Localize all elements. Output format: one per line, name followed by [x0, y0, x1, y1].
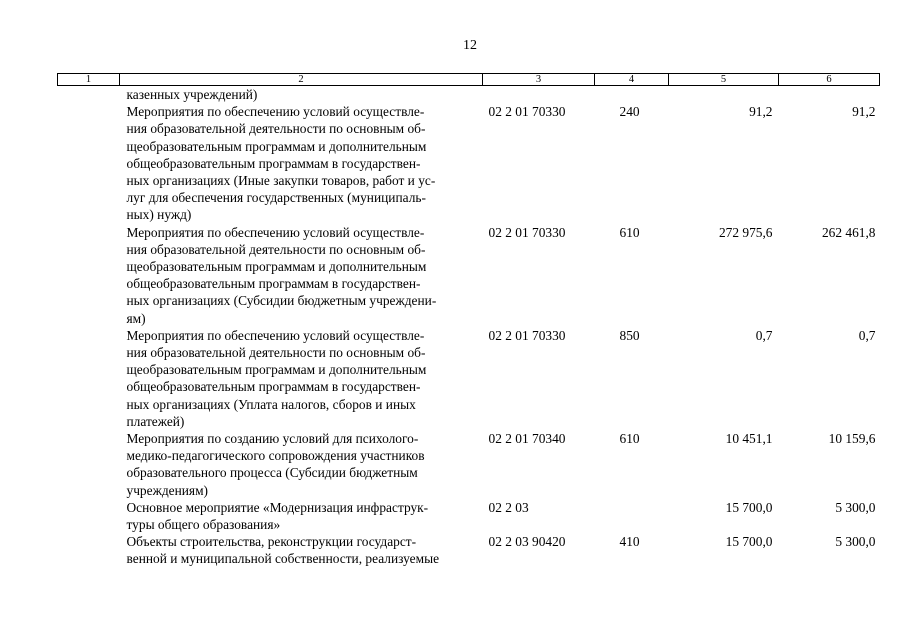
header-col-2: 2	[120, 74, 483, 86]
row-description: Мероприятия по обеспечению условий осуществле- ния образовательной деятельности по основным об- щеобразовательным программам и дополнительным общеобразовательным программам в государствен- ных организациях (Субсидии бюджетным учреждени- ям)	[126, 224, 437, 326]
row-sum-2: 0,7	[858, 327, 876, 343]
row-code: 02 2 03	[488, 499, 529, 515]
header-col-1: 1	[58, 74, 120, 86]
header-col-6: 6	[779, 74, 880, 86]
row-description: Объекты строительства, реконструкции государст- венной и муниципальной собственности, реализуемые	[126, 534, 440, 567]
header-col-3: 3	[483, 74, 595, 86]
row-sum-2: 91,2	[852, 104, 876, 120]
row-sum-2: 5 300,0	[835, 499, 876, 515]
table-row	[58, 499, 880, 533]
row-sum-1: 272 975,6	[718, 224, 773, 240]
page-number: 12	[463, 38, 477, 53]
row-sum-1: 15 700,0	[725, 499, 773, 515]
row-sum-1: 91,2	[749, 104, 773, 120]
header-col-4: 4	[595, 74, 669, 86]
continuation-text: казенных учреждений)	[126, 87, 258, 102]
row-expense-type: 240	[619, 104, 640, 120]
row-code: 02 2 01 70330	[488, 104, 566, 120]
row-expense-type: 850	[619, 327, 640, 343]
table-row	[58, 327, 880, 430]
row-description: Основное мероприятие «Модернизация инфраструк- туры общего образования»	[126, 499, 429, 533]
row-sum-1: 10 451,1	[725, 431, 773, 447]
row-expense-type	[595, 499, 669, 533]
table-row	[58, 430, 880, 499]
continuation-row	[58, 86, 880, 104]
row-sum-1: 0,7	[755, 327, 773, 343]
row-sum-2: 262 461,8	[821, 224, 876, 240]
row-expense-type: 410	[619, 534, 640, 550]
header-row	[58, 74, 880, 86]
header-col-5: 5	[669, 74, 779, 86]
table-row	[58, 533, 880, 567]
row-code: 02 2 03 90420	[488, 534, 566, 550]
row-description: Мероприятия по обеспечению условий осуществле- ния образовательной деятельности по основным об- щеобразовательным программам и дополнительным общеобразовательным программам в государствен- ных организациях (Уплата налогов, сборов и иных платежей)	[126, 327, 427, 429]
row-expense-type: 610	[619, 431, 640, 447]
row-code: 02 2 01 70330	[488, 224, 566, 240]
row-sum-2: 5 300,0	[835, 534, 876, 550]
table-row	[58, 103, 880, 223]
row-code: 02 2 01 70330	[488, 327, 566, 343]
row-sum-2: 10 159,6	[828, 431, 876, 447]
row-sum-1: 15 700,0	[725, 534, 773, 550]
table-row	[58, 224, 880, 327]
row-description: Мероприятия по обеспечению условий осуществле- ния образовательной деятельности по основным об- щеобразовательным программам и дополнительным общеобразовательным программам в государствен- ных организациях (Иные закупки товаров, работ и ус- луг для обеспечения государственных (муниципаль- ных) нужд)	[126, 104, 436, 223]
budget-table	[57, 73, 880, 568]
row-code: 02 2 01 70340	[488, 431, 566, 447]
row-description: Мероприятия по созданию условий для психолого- медико-педагогического сопровождения участников образовательного процесса (Субсидии бюджетным учреждениям)	[126, 431, 425, 498]
row-expense-type: 610	[619, 224, 640, 240]
